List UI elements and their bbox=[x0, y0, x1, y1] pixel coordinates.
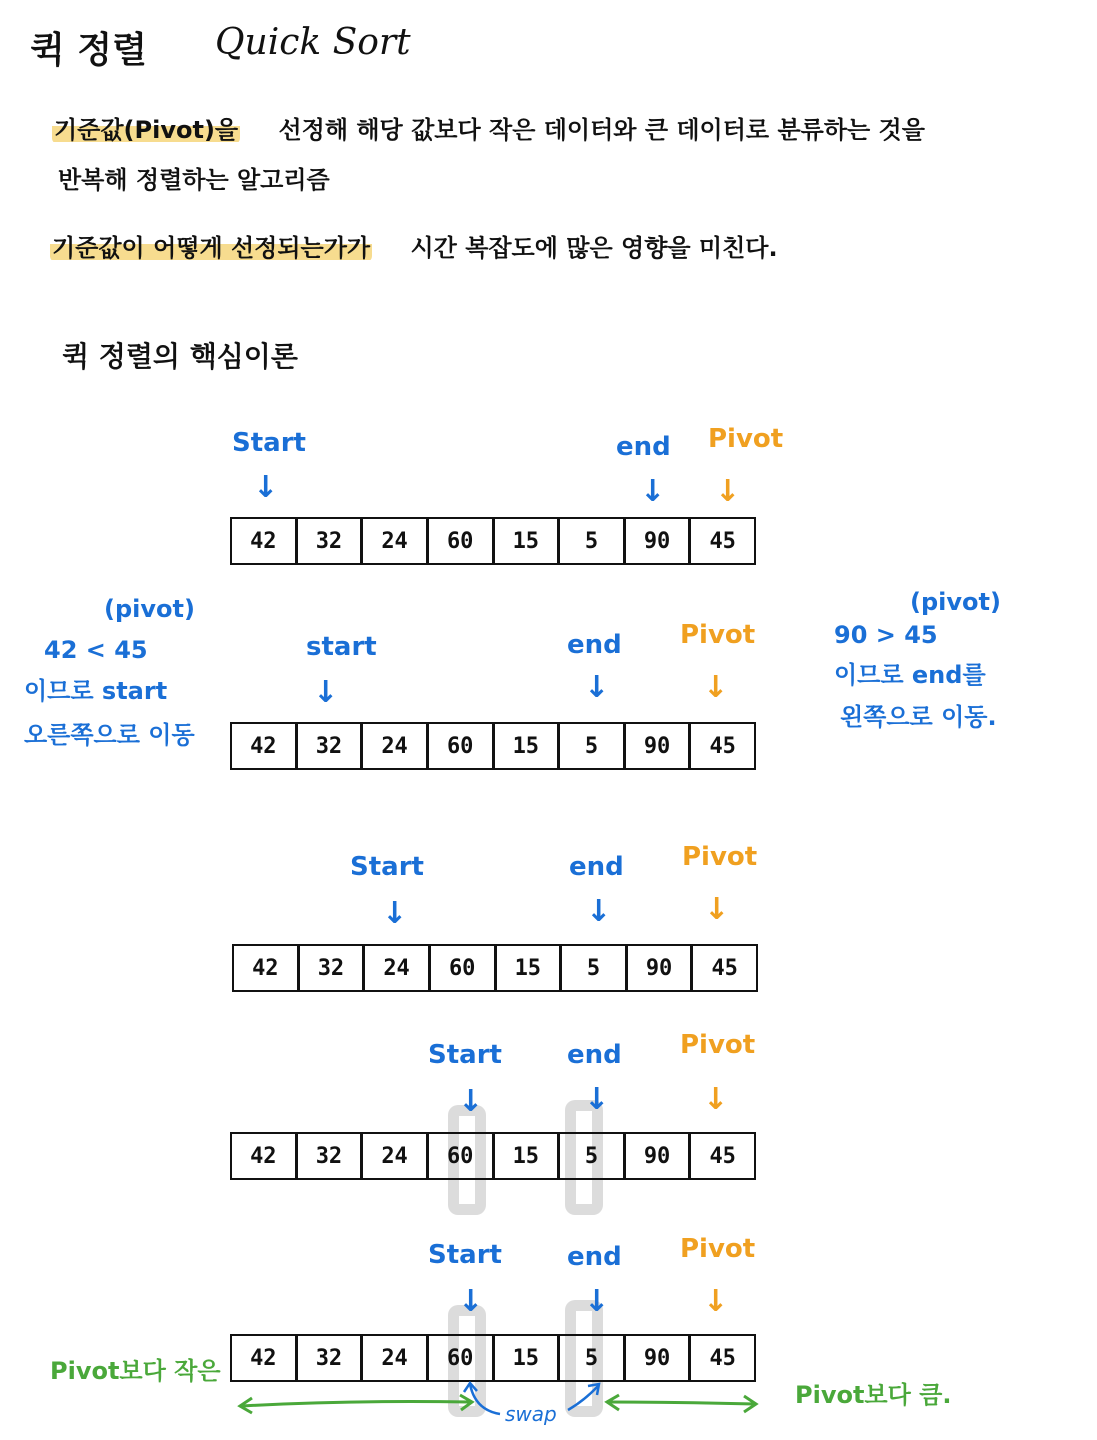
end-label-5: end bbox=[567, 1242, 622, 1272]
array-cell: 32 bbox=[298, 1336, 364, 1380]
array-cell: 60 bbox=[429, 1134, 495, 1178]
array-cell: 60 bbox=[431, 946, 497, 990]
right-note-line-2: 왼쪽으로 이동. bbox=[840, 703, 997, 731]
pivot-label-1: Pivot bbox=[708, 424, 784, 454]
array-cell: 15 bbox=[495, 1134, 561, 1178]
end-arrow-1: ↓ bbox=[640, 474, 666, 509]
intro-line-1 bbox=[52, 110, 925, 145]
array-cell: 45 bbox=[711, 955, 738, 981]
array-row-3 bbox=[232, 944, 758, 992]
start-label-5: Start bbox=[428, 1240, 502, 1270]
array-cell: 32 bbox=[300, 946, 366, 990]
pivot-arrow-4: ↓ bbox=[703, 1082, 729, 1117]
pivot-label-4: Pivot bbox=[680, 1030, 756, 1060]
smaller-than-pivot-label: Pivot보다 작은 bbox=[50, 1357, 221, 1385]
end-label-3: end bbox=[569, 852, 624, 882]
intro-line-3 bbox=[50, 228, 778, 263]
start-arrow-4: ↓ bbox=[458, 1084, 484, 1119]
intro-line-1-rest: 선정해 해당 값보다 작은 데이터와 큰 데이터로 분류하는 것을 bbox=[278, 116, 925, 144]
array-cell: 5 bbox=[560, 724, 626, 768]
left-note-line-1: 이므로 start bbox=[24, 677, 168, 705]
pivot-arrow-3: ↓ bbox=[704, 892, 730, 927]
end-arrow-3: ↓ bbox=[586, 894, 612, 929]
array-cell: 60 bbox=[429, 519, 495, 563]
right-note-line-1: 이므로 end를 bbox=[834, 661, 986, 689]
array-cell: 60 bbox=[429, 1336, 495, 1380]
array-cell: 90 bbox=[626, 1134, 692, 1178]
pivot-arrow-1: ↓ bbox=[715, 474, 741, 509]
swap-label: swap bbox=[505, 1402, 557, 1426]
bottom-arrows bbox=[230, 1380, 770, 1435]
array-cell: 24 bbox=[363, 1336, 429, 1380]
section-title: 퀵 정렬의 핵심이론 bbox=[62, 340, 298, 373]
title-english: Quick Sort bbox=[215, 22, 411, 63]
end-label-2: end bbox=[567, 630, 622, 660]
intro-highlight-selection: 기준값이 어떻게 선정되는가가 bbox=[52, 234, 371, 262]
intro-highlight-pivot: 기준값(Pivot)을 bbox=[54, 116, 239, 144]
left-note-compare: 42 < 45 bbox=[44, 636, 148, 664]
array-cell: 15 bbox=[495, 1336, 561, 1380]
array-cell: 90 bbox=[626, 519, 692, 563]
start-arrow-1: ↓ bbox=[253, 470, 279, 505]
array-cell: 45 bbox=[709, 733, 736, 759]
array-cell: 45 bbox=[709, 1143, 736, 1169]
left-note-line-2: 오른쪽으로 이동 bbox=[24, 721, 195, 749]
array-cell: 42 bbox=[232, 519, 298, 563]
right-note-tag: (pivot) bbox=[910, 588, 1001, 616]
start-label-3: Start bbox=[350, 852, 424, 882]
array-cell: 42 bbox=[234, 946, 300, 990]
array-cell: 15 bbox=[497, 946, 563, 990]
array-row-5 bbox=[230, 1334, 756, 1382]
array-cell: 15 bbox=[495, 724, 561, 768]
array-cell: 5 bbox=[560, 1336, 626, 1380]
pivot-arrow-2: ↓ bbox=[703, 670, 729, 705]
array-cell: 42 bbox=[232, 1336, 298, 1380]
array-cell: 15 bbox=[495, 519, 561, 563]
array-row-4 bbox=[230, 1132, 756, 1180]
left-range-arrow bbox=[242, 1402, 470, 1407]
array-cell: 32 bbox=[298, 519, 364, 563]
array-cell: 5 bbox=[560, 1134, 626, 1178]
array-cell: 45 bbox=[709, 1345, 736, 1371]
array-cell: 32 bbox=[298, 1134, 364, 1178]
end-arrow-4: ↓ bbox=[584, 1082, 610, 1117]
array-cell: 42 bbox=[232, 724, 298, 768]
start-arrow-2: ↓ bbox=[313, 675, 339, 710]
swap-curve-right bbox=[568, 1386, 598, 1410]
end-label-4: end bbox=[567, 1040, 622, 1070]
pivot-label-2: Pivot bbox=[680, 620, 756, 650]
array-cell: 32 bbox=[298, 724, 364, 768]
pivot-label-3: Pivot bbox=[682, 842, 758, 872]
array-row-2 bbox=[230, 722, 756, 770]
right-range-arrow bbox=[608, 1402, 755, 1404]
end-arrow-5: ↓ bbox=[584, 1284, 610, 1319]
array-cell: 90 bbox=[626, 1336, 692, 1380]
left-note-tag: (pivot) bbox=[104, 595, 195, 623]
pivot-label-5: Pivot bbox=[680, 1234, 756, 1264]
array-cell: 24 bbox=[365, 946, 431, 990]
array-cell: 45 bbox=[709, 528, 736, 554]
right-note-compare: 90 > 45 bbox=[834, 621, 938, 649]
end-arrow-2: ↓ bbox=[584, 670, 610, 705]
intro-line-2: 반복해 정렬하는 알고리즘 bbox=[58, 166, 330, 194]
start-arrow-3: ↓ bbox=[382, 896, 408, 931]
start-arrow-5: ↓ bbox=[458, 1284, 484, 1319]
array-cell: 24 bbox=[363, 1134, 429, 1178]
array-cell: 60 bbox=[429, 724, 495, 768]
array-cell: 90 bbox=[626, 724, 692, 768]
array-cell: 42 bbox=[232, 1134, 298, 1178]
start-label-2: start bbox=[306, 632, 377, 662]
array-row-1 bbox=[230, 517, 756, 565]
array-cell: 5 bbox=[562, 946, 628, 990]
start-label-4: Start bbox=[428, 1040, 502, 1070]
pivot-arrow-5: ↓ bbox=[703, 1284, 729, 1319]
array-cell: 24 bbox=[363, 519, 429, 563]
intro-line-3-rest: 시간 복잡도에 많은 영향을 미친다. bbox=[410, 234, 778, 262]
array-cell: 24 bbox=[363, 724, 429, 768]
array-cell: 90 bbox=[628, 946, 694, 990]
end-label-1: end bbox=[616, 432, 671, 462]
array-cell: 5 bbox=[560, 519, 626, 563]
title-korean: 퀵 정렬 bbox=[30, 30, 147, 71]
larger-than-pivot-label: Pivot보다 큼. bbox=[795, 1381, 952, 1409]
start-label-1: Start bbox=[232, 428, 306, 458]
